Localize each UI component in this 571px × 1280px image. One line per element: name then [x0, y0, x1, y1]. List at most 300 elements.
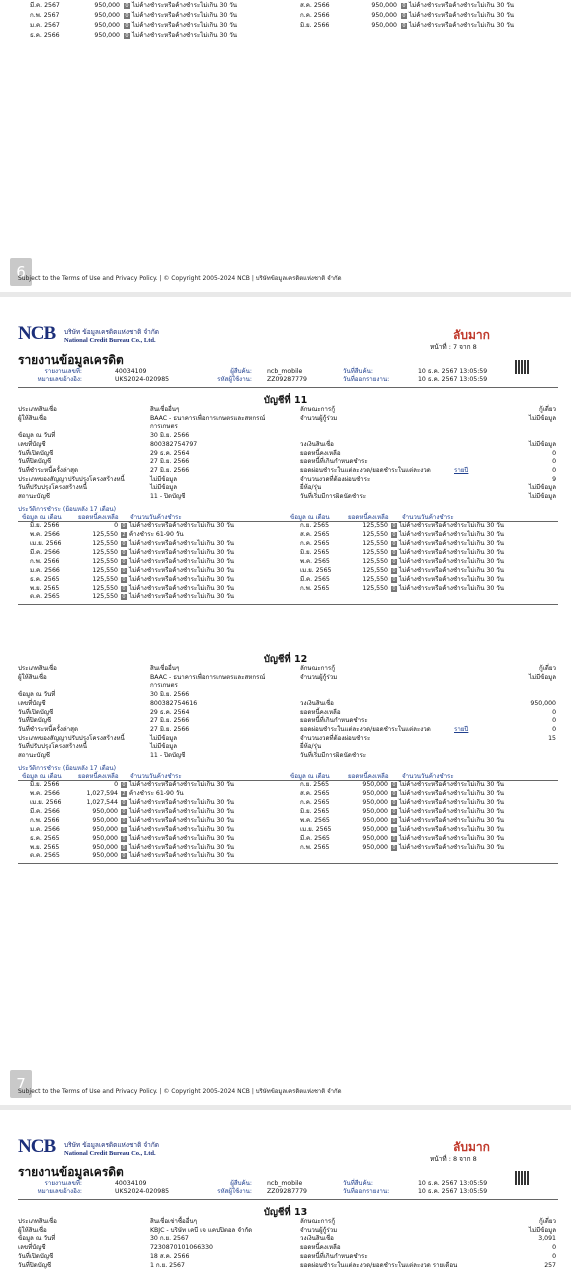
field-label: สถานะบัญชี: [18, 493, 50, 500]
history-row: [0, 585, 571, 594]
history-month: พ.ค. 2566: [30, 790, 60, 798]
history-month: ก.ย. 2565: [300, 781, 330, 789]
status-code-box: 0: [392, 844, 396, 851]
field-value: สินเชื่อเช่าซื้ออื่นๆ: [150, 1218, 198, 1225]
history-status: [401, 12, 514, 21]
field-value: BAAC - ธนาคารเพื่อการเกษตรและสหกรณ์: [150, 414, 266, 422]
status-text: ไม่ค้างชำระหรือค้างชำระไม่เกิน 30 วัน: [129, 799, 235, 806]
header-value: ZZ09287779: [267, 1188, 307, 1195]
field-value: 800382754616: [150, 699, 198, 707]
field-value: 27 มิ.ย. 2566: [150, 725, 190, 733]
history-month: ม.ค. 2566: [30, 566, 60, 574]
status-text: ไม่ค้างชำระหรือค้างชำระไม่เกิน 30 วัน: [399, 566, 505, 574]
history-row: [0, 808, 571, 817]
history-title: ประวัติการชำระ (ย้อนหลัง 17 เดือน): [18, 505, 117, 513]
installment-type-link[interactable]: รายปี: [454, 466, 469, 474]
history-row: [0, 835, 571, 844]
field-value: 0: [552, 1244, 556, 1252]
history-column-header: ยอดหนี้คงเหลือ: [78, 514, 119, 522]
status-code-box: 0: [392, 826, 396, 833]
field-value: 27 มิ.ย. 2566: [150, 458, 190, 466]
field-label: ยอดหนี้คงเหลือ: [300, 449, 341, 457]
history-month: มิ.ย. 2565: [300, 807, 330, 815]
history-balance: 950,000: [371, 22, 397, 29]
status-code-box: 0: [122, 585, 126, 592]
history-balance: 950,000: [362, 781, 388, 789]
table-row: [0, 2, 571, 11]
status-text: ไม่ค้างชำระหรือค้างชำระไม่เกิน 30 วัน: [129, 834, 235, 842]
history-balance: 950,000: [94, 12, 120, 19]
history-balance: 125,550: [92, 575, 118, 583]
header-value: 10 ธ.ค. 2567 13:05:59: [418, 1188, 488, 1195]
field-value: ไม่มีข้อมูล: [528, 673, 556, 681]
history-column-header: จำนวนวันค้างชำระ: [130, 514, 182, 522]
history-status: [121, 593, 234, 602]
account-title: บัญชีที่ 12: [263, 654, 308, 665]
history-month: ม.ค. 2567: [30, 22, 60, 29]
status-text: ไม่ค้างชำระหรือค้างชำระไม่เกิน 30 วัน: [399, 807, 505, 815]
field-value: BAAC - ธนาคารเพื่อการเกษตรและสหกรณ์: [150, 673, 266, 681]
history-status: [391, 567, 504, 576]
field-value: 0: [552, 725, 556, 733]
history-balance: 1,027,544: [86, 799, 118, 806]
field-value: KBJC - บริษัท เคบี เจ แคปปิตอล จำกัด: [150, 1226, 253, 1234]
header-value: 10 ธ.ค. 2567 13:05:59: [418, 1180, 488, 1187]
history-status: [391, 808, 504, 817]
history-month: มี.ค. 2566: [30, 548, 60, 556]
status-text: ไม่ค้างชำระหรือค้างชำระไม่เกิน 30 วัน: [129, 557, 235, 565]
history-column-header: ข้อมูล ณ เดือน: [290, 514, 330, 522]
field-label: วงเงินสินเชื่อ: [300, 1235, 334, 1243]
header-label: รหัสผู้ใช้งาน:: [217, 376, 252, 383]
history-balance: 125,550: [92, 566, 118, 574]
history-row: [0, 540, 571, 549]
table-row: [0, 22, 571, 31]
status-code-box: 0: [122, 844, 126, 851]
field-label: วันที่เปิดบัญชี: [18, 1252, 54, 1260]
field-label: ยอดหนี้ที่เกินกำหนดชำระ: [300, 458, 368, 466]
status-text: ไม่ค้างชำระหรือค้างชำระไม่เกิน 30 วัน: [129, 575, 235, 583]
footer-text: Subject to the Terms of Use and Privacy Policy. | © Copyright 2005-2024 NCB | บริษัทข้อมูลเครดิตแห่งชาติ จำกัด: [18, 275, 342, 282]
field-label: วันที่ปรับปรุงโครงสร้างหนี้: [18, 743, 87, 751]
field-value: 27 มิ.ย. 2566: [150, 717, 190, 725]
qr-code-icon: [515, 360, 529, 374]
status-code-box: 0: [122, 835, 126, 842]
field-value: 3,091: [538, 1235, 556, 1243]
history-month: ก.พ. 2565: [300, 843, 330, 851]
history-balance: 950,000: [92, 852, 118, 860]
field-value: 11 - ปิดบัญชี: [150, 752, 186, 759]
confidential-label: ลับมาก: [453, 1140, 490, 1154]
history-balance: 950,000: [94, 22, 120, 29]
history-month: ธ.ค. 2566: [30, 32, 60, 39]
history-month: มิ.ย. 2566: [30, 522, 60, 530]
field-value: ไม่มีข้อมูล: [150, 734, 178, 742]
status-code-box: 0: [122, 541, 126, 547]
account-title: บัญชีที่ 11: [263, 395, 308, 406]
history-month: เม.ย. 2565: [300, 566, 332, 574]
field-value: สินเชื่ออื่นๆ: [150, 406, 180, 413]
field-label: ประเภทของสัญญาปรับปรุงโครงสร้างหนี้: [18, 475, 125, 483]
history-balance: 950,000: [362, 799, 388, 806]
status-code-box: 0: [392, 576, 396, 583]
company-name-th: บริษัท ข้อมูลเครดิตแห่งชาติ จำกัด: [64, 328, 159, 336]
history-column-header: ยอดหนี้คงเหลือ: [78, 773, 119, 781]
field-value: ไม่มีข้อมูล: [528, 484, 556, 492]
field-label: ลักษณะการกู้: [300, 665, 335, 672]
report-title: รายงานข้อมูลเครดิต: [18, 1165, 124, 1179]
field-label: จำนวนงวดที่ต้องผ่อนชำระ: [300, 475, 371, 483]
field-value: กู้เดี่ยว: [539, 665, 556, 672]
status-text: ไม่ค้างชำระหรือค้างชำระไม่เกิน 30 วัน: [129, 540, 235, 547]
header-value: UKS2024-020985: [115, 376, 170, 383]
history-balance: 950,000: [94, 32, 120, 39]
history-status: [391, 817, 504, 826]
field-value: 30 มิ.ย. 2566: [150, 691, 190, 699]
status-text: ไม่ค้างชำระหรือค้างชำระไม่เกิน 30 วัน: [399, 790, 505, 798]
history-column-header: จำนวนวันค้างชำระ: [402, 773, 454, 781]
field-value: 0: [552, 717, 556, 725]
field-label: วันที่เริ่มมีการผิดนัดชำระ: [300, 752, 367, 759]
history-month: มิ.ย. 2566: [300, 22, 330, 29]
status-code-box: 0: [122, 808, 126, 815]
history-status: [121, 852, 234, 861]
status-text: ไม่ค้างชำระหรือค้างชำระไม่เกิน 30 วัน: [129, 852, 235, 860]
history-balance: 125,550: [362, 557, 388, 565]
history-balance: 950,000: [362, 807, 388, 815]
status-text: ไม่ค้างชำระหรือค้างชำระไม่เกิน 30 วัน: [132, 22, 238, 29]
report-title: รายงานข้อมูลเครดิต: [18, 353, 124, 367]
history-balance: 125,550: [92, 548, 118, 556]
account-title: บัญชีที่ 13: [263, 1207, 308, 1218]
history-status: [401, 2, 514, 11]
history-month: มิ.ย. 2566: [30, 781, 60, 789]
status-text: ไม่ค้างชำระหรือค้างชำระไม่เกิน 30 วัน: [409, 22, 515, 29]
ncb-logo: NCB: [18, 1136, 56, 1157]
status-code-box: 0: [402, 3, 406, 9]
field-label: ยอดหนี้ที่เกินกำหนดชำระ: [300, 1252, 368, 1260]
history-status: [391, 531, 504, 540]
history-month: ก.ค. 2565: [300, 799, 330, 806]
history-row: [0, 522, 571, 531]
field-label: ยอดผ่อนชำระในแต่ละงวด/ยอดชำระในแต่ละงวด รายเดือน: [300, 1261, 458, 1269]
table-row: [0, 12, 571, 21]
status-text: ไม่ค้างชำระหรือค้างชำระไม่เกิน 30 วัน: [399, 816, 505, 824]
status-text: ไม่ค้างชำระหรือค้างชำระไม่เกิน 30 วัน: [399, 531, 505, 539]
divider: [18, 1199, 558, 1200]
field-label: เลขที่บัญชี: [18, 1244, 46, 1252]
header-label: วันที่ออกรายงาน:: [343, 376, 390, 383]
history-row: [0, 826, 571, 835]
history-row: [0, 567, 571, 576]
status-code-box: 0: [392, 817, 396, 824]
history-month: พ.ค. 2565: [300, 816, 330, 824]
status-text: ค้างชำระ 61-90 วัน: [129, 531, 184, 539]
field-label: วงเงินสินเชื่อ: [300, 699, 334, 707]
field-label: วันที่เริ่มมีการผิดนัดชำระ: [300, 493, 367, 500]
history-month: มิ.ย. 2565: [300, 548, 330, 556]
field-label: วันที่ชำระหนี้ครั้งล่าสุด: [18, 725, 78, 733]
history-month: ต.ค. 2565: [30, 593, 60, 601]
status-code-box: 0: [125, 23, 129, 29]
history-row: [0, 781, 571, 790]
history-balance: 0: [114, 522, 118, 530]
field-label: วันที่ปิดบัญชี: [18, 1261, 52, 1269]
field-label: จำนวนผู้กู้ร่วม: [300, 1226, 338, 1234]
status-text: ไม่ค้างชำระหรือค้างชำระไม่เกิน 30 วัน: [132, 12, 238, 19]
field-value: 29 ธ.ค. 2564: [150, 449, 190, 457]
field-label: เลขที่บัญชี: [18, 699, 46, 707]
status-code-box: 2: [122, 532, 126, 539]
history-status: [391, 576, 504, 585]
header-value: ncb_mobile: [267, 1180, 303, 1187]
history-column-header: ยอดหนี้คงเหลือ: [348, 773, 389, 781]
field-label: ยี่ห้อ/รุ่น: [300, 484, 322, 492]
history-column-header: ข้อมูล ณ เดือน: [22, 773, 62, 781]
field-label: ประเภทสินเชื่อ: [18, 665, 57, 672]
history-balance: 125,550: [92, 557, 118, 565]
field-value: การเกษตร: [150, 423, 178, 431]
history-row: [0, 593, 571, 602]
field-value: ไม่มีข้อมูล: [150, 475, 178, 483]
history-status: [124, 22, 237, 31]
history-status: [391, 826, 504, 835]
report-page-7: [0, 297, 571, 1105]
history-row: [0, 576, 571, 585]
history-balance: 950,000: [92, 834, 118, 842]
field-value: 29 ธ.ค. 2564: [150, 708, 190, 716]
status-code-box: 0: [392, 523, 396, 530]
status-text: ไม่ค้างชำระหรือค้างชำระไม่เกิน 30 วัน: [132, 2, 238, 9]
history-row: [0, 799, 571, 808]
field-label: ผู้ให้สินเชื่อ: [18, 673, 47, 681]
status-code-box: 0: [125, 3, 129, 9]
status-text: ไม่ค้างชำระหรือค้างชำระไม่เกิน 30 วัน: [129, 825, 235, 833]
page-number-badge: 6: [10, 258, 32, 286]
history-row: [0, 549, 571, 558]
history-month: ส.ค. 2565: [300, 531, 330, 539]
installment-type-link[interactable]: รายปี: [454, 725, 469, 733]
field-label: จำนวนผู้กู้ร่วม: [300, 414, 338, 422]
field-label: วันที่เปิดบัญชี: [18, 449, 54, 457]
status-code-box: 0: [402, 23, 406, 29]
company-name-en: National Credit Bureau Co., Ltd.: [64, 337, 156, 344]
field-label: ยอดผ่อนชำระในแต่ละงวด/ยอดชำระในแต่ละงวด: [300, 466, 431, 474]
status-code-box: 0: [122, 594, 126, 601]
history-balance: 125,550: [362, 540, 388, 547]
status-text: ไม่ค้างชำระหรือค้างชำระไม่เกิน 30 วัน: [399, 799, 505, 806]
header-label: หมายเลขอ้างอิง:: [37, 1188, 82, 1195]
history-column-header: ยอดหนี้คงเหลือ: [348, 514, 389, 522]
status-code-box: 2: [122, 791, 126, 798]
history-row: [0, 817, 571, 826]
field-label: สถานะบัญชี: [18, 752, 50, 759]
field-value: ไม่มีข้อมูล: [528, 493, 556, 500]
field-label: ยอดหนี้ที่เกินกำหนดชำระ: [300, 717, 368, 725]
history-status: [391, 799, 504, 808]
history-month: เม.ย. 2566: [30, 799, 62, 806]
history-month: ก.พ. 2566: [30, 557, 60, 565]
header-value: ZZ09287779: [267, 376, 307, 383]
history-balance: 125,550: [92, 593, 118, 601]
header-label: รายงานเลขที่:: [44, 1180, 82, 1187]
history-month: ม.ค. 2566: [30, 825, 60, 833]
status-code-box: 0: [122, 558, 126, 565]
field-value: สินเชื่ออื่นๆ: [150, 665, 180, 672]
history-column-header: จำนวนวันค้างชำระ: [402, 514, 454, 522]
field-value: ไม่มีข้อมูล: [150, 743, 178, 751]
history-status: [391, 835, 504, 844]
history-month: พ.ค. 2566: [30, 531, 60, 539]
field-label: ผู้ให้สินเชื่อ: [18, 1226, 47, 1234]
company-name-th: บริษัท ข้อมูลเครดิตแห่งชาติ จำกัด: [64, 1141, 159, 1149]
status-code-box: 0: [122, 853, 126, 860]
history-month: ธ.ค. 2565: [30, 834, 60, 842]
history-status: [391, 540, 504, 549]
field-label: ประเภทสินเชื่อ: [18, 406, 57, 413]
report-page-6: [0, 0, 571, 292]
field-label: ข้อมูล ณ วันที่: [18, 691, 56, 699]
history-row: [0, 790, 571, 799]
status-text: ไม่ค้างชำระหรือค้างชำระไม่เกิน 30 วัน: [409, 2, 515, 9]
history-balance: 950,000: [92, 843, 118, 851]
history-month: ก.พ. 2565: [300, 584, 330, 592]
status-text: ไม่ค้างชำระหรือค้างชำระไม่เกิน 30 วัน: [399, 575, 505, 583]
history-month: พ.ย. 2565: [30, 584, 60, 592]
history-balance: 1,027,594: [86, 790, 118, 798]
field-label: ยอดหนี้คงเหลือ: [300, 708, 341, 716]
field-label: ยอดหนี้คงเหลือ: [300, 1244, 341, 1252]
status-code-box: 0: [122, 523, 126, 530]
history-column-header: ข้อมูล ณ เดือน: [290, 773, 330, 781]
field-label: เลขที่บัญชี: [18, 440, 46, 448]
history-balance: 125,550: [92, 540, 118, 547]
field-label: วงเงินสินเชื่อ: [300, 440, 334, 448]
field-value: 0: [552, 458, 556, 466]
history-status: [391, 781, 504, 790]
field-value: 1 ก.ย. 2567: [150, 1261, 185, 1269]
history-month: ก.พ. 2566: [30, 816, 60, 824]
field-label: ลักษณะการกู้: [300, 406, 335, 413]
field-label: วันที่ปิดบัญชี: [18, 717, 52, 725]
status-code-box: 0: [125, 33, 129, 39]
status-text: ไม่ค้างชำระหรือค้างชำระไม่เกิน 30 วัน: [129, 843, 235, 851]
history-balance: 950,000: [92, 825, 118, 833]
page-number-badge: 7: [10, 1070, 32, 1098]
qr-code-icon: [515, 1171, 529, 1185]
history-status: [124, 32, 237, 41]
status-code-box: 0: [122, 567, 126, 574]
history-balance: 950,000: [362, 843, 388, 851]
status-code-box: 0: [392, 558, 396, 565]
status-text: ไม่ค้างชำระหรือค้างชำระไม่เกิน 30 วัน: [129, 522, 235, 530]
history-month: ส.ค. 2566: [300, 2, 330, 9]
table-row: [0, 32, 571, 41]
history-balance: 950,000: [371, 2, 397, 9]
page-indicator: หน้าที่ : 7 จาก 8: [430, 343, 477, 351]
status-text: ไม่ค้างชำระหรือค้างชำระไม่เกิน 30 วัน: [132, 32, 238, 39]
field-label: ประเภทสินเชื่อ: [18, 1218, 57, 1225]
status-code-box: 0: [392, 800, 396, 806]
history-status: [391, 790, 504, 799]
field-value: การเกษตร: [150, 682, 178, 690]
field-value: กู้เดี่ยว: [539, 1218, 556, 1225]
header-value: 40034109: [115, 1180, 147, 1187]
field-value: 30 มิ.ย. 2566: [150, 432, 190, 440]
history-balance: 125,550: [362, 531, 388, 539]
status-text: ไม่ค้างชำระหรือค้างชำระไม่เกิน 30 วัน: [129, 584, 235, 592]
status-code-box: 0: [122, 800, 126, 806]
field-label: ข้อมูล ณ วันที่: [18, 1235, 56, 1243]
history-title: ประวัติการชำระ (ย้อนหลัง 17 เดือน): [18, 764, 117, 772]
status-text: ไม่ค้างชำระหรือค้างชำระไม่เกิน 30 วัน: [399, 825, 505, 833]
history-row: [0, 558, 571, 567]
field-value: กู้เดี่ยว: [539, 406, 556, 413]
divider: [18, 863, 558, 864]
field-value: 30 ก.ย. 2567: [150, 1235, 189, 1243]
history-row: [0, 844, 571, 853]
history-month: เม.ย. 2565: [300, 825, 332, 833]
field-label: ยี่ห้อ/รุ่น: [300, 743, 322, 751]
field-label: วันที่ปิดบัญชี: [18, 458, 52, 466]
field-value: 0: [552, 1252, 556, 1260]
status-text: ไม่ค้างชำระหรือค้างชำระไม่เกิน 30 วัน: [409, 12, 515, 19]
history-month: มี.ค. 2565: [300, 834, 330, 842]
field-value: 11 - ปิดบัญชี: [150, 493, 186, 500]
field-value: 800382754797: [150, 440, 198, 448]
field-label: วันที่เปิดบัญชี: [18, 708, 54, 716]
history-balance: 125,550: [362, 522, 388, 530]
history-balance: 125,550: [92, 531, 118, 539]
status-code-box: 0: [122, 826, 126, 833]
history-status: [124, 12, 237, 21]
field-value: 27 มิ.ย. 2566: [150, 466, 190, 474]
ncb-logo: NCB: [18, 323, 56, 344]
field-label: วันที่ชำระหนี้ครั้งล่าสุด: [18, 466, 78, 474]
status-text: ไม่ค้างชำระหรือค้างชำระไม่เกิน 30 วัน: [399, 834, 505, 842]
status-code-box: 0: [125, 13, 129, 19]
field-value: ไม่มีข้อมูล: [150, 484, 178, 492]
history-balance: 950,000: [362, 825, 388, 833]
history-month: ก.พ. 2567: [30, 12, 60, 19]
status-text: ไม่ค้างชำระหรือค้างชำระไม่เกิน 30 วัน: [399, 548, 505, 556]
status-code-box: 0: [392, 549, 396, 556]
field-value: 0: [552, 708, 556, 716]
header-value: ncb_mobile: [267, 368, 303, 375]
status-text: ไม่ค้างชำระหรือค้างชำระไม่เกิน 30 วัน: [129, 807, 235, 815]
history-month: ก.ค. 2565: [300, 540, 330, 547]
header-label: รายงานเลขที่:: [44, 368, 82, 375]
status-text: ไม่ค้างชำระหรือค้างชำระไม่เกิน 30 วัน: [129, 816, 235, 824]
header-label: ผู้สืบค้น:: [230, 368, 252, 375]
history-balance: 950,000: [94, 2, 120, 9]
field-label: ลักษณะการกู้: [300, 1218, 335, 1225]
field-value: 0: [552, 466, 556, 474]
history-balance: 125,550: [92, 584, 118, 592]
history-balance: 950,000: [92, 807, 118, 815]
history-month: มี.ค. 2565: [300, 575, 330, 583]
field-value: 0: [552, 449, 556, 457]
history-balance: 0: [114, 781, 118, 789]
header-value: 40034109: [115, 368, 147, 375]
status-code-box: 0: [122, 782, 126, 789]
header-value: UKS2024-020985: [115, 1188, 170, 1195]
field-label: ผู้ให้สินเชื่อ: [18, 414, 47, 422]
status-text: ไม่ค้างชำระหรือค้างชำระไม่เกิน 30 วัน: [399, 584, 505, 592]
field-value: 950,000: [530, 699, 556, 707]
history-balance: 125,550: [362, 548, 388, 556]
field-value: 9: [552, 475, 556, 483]
